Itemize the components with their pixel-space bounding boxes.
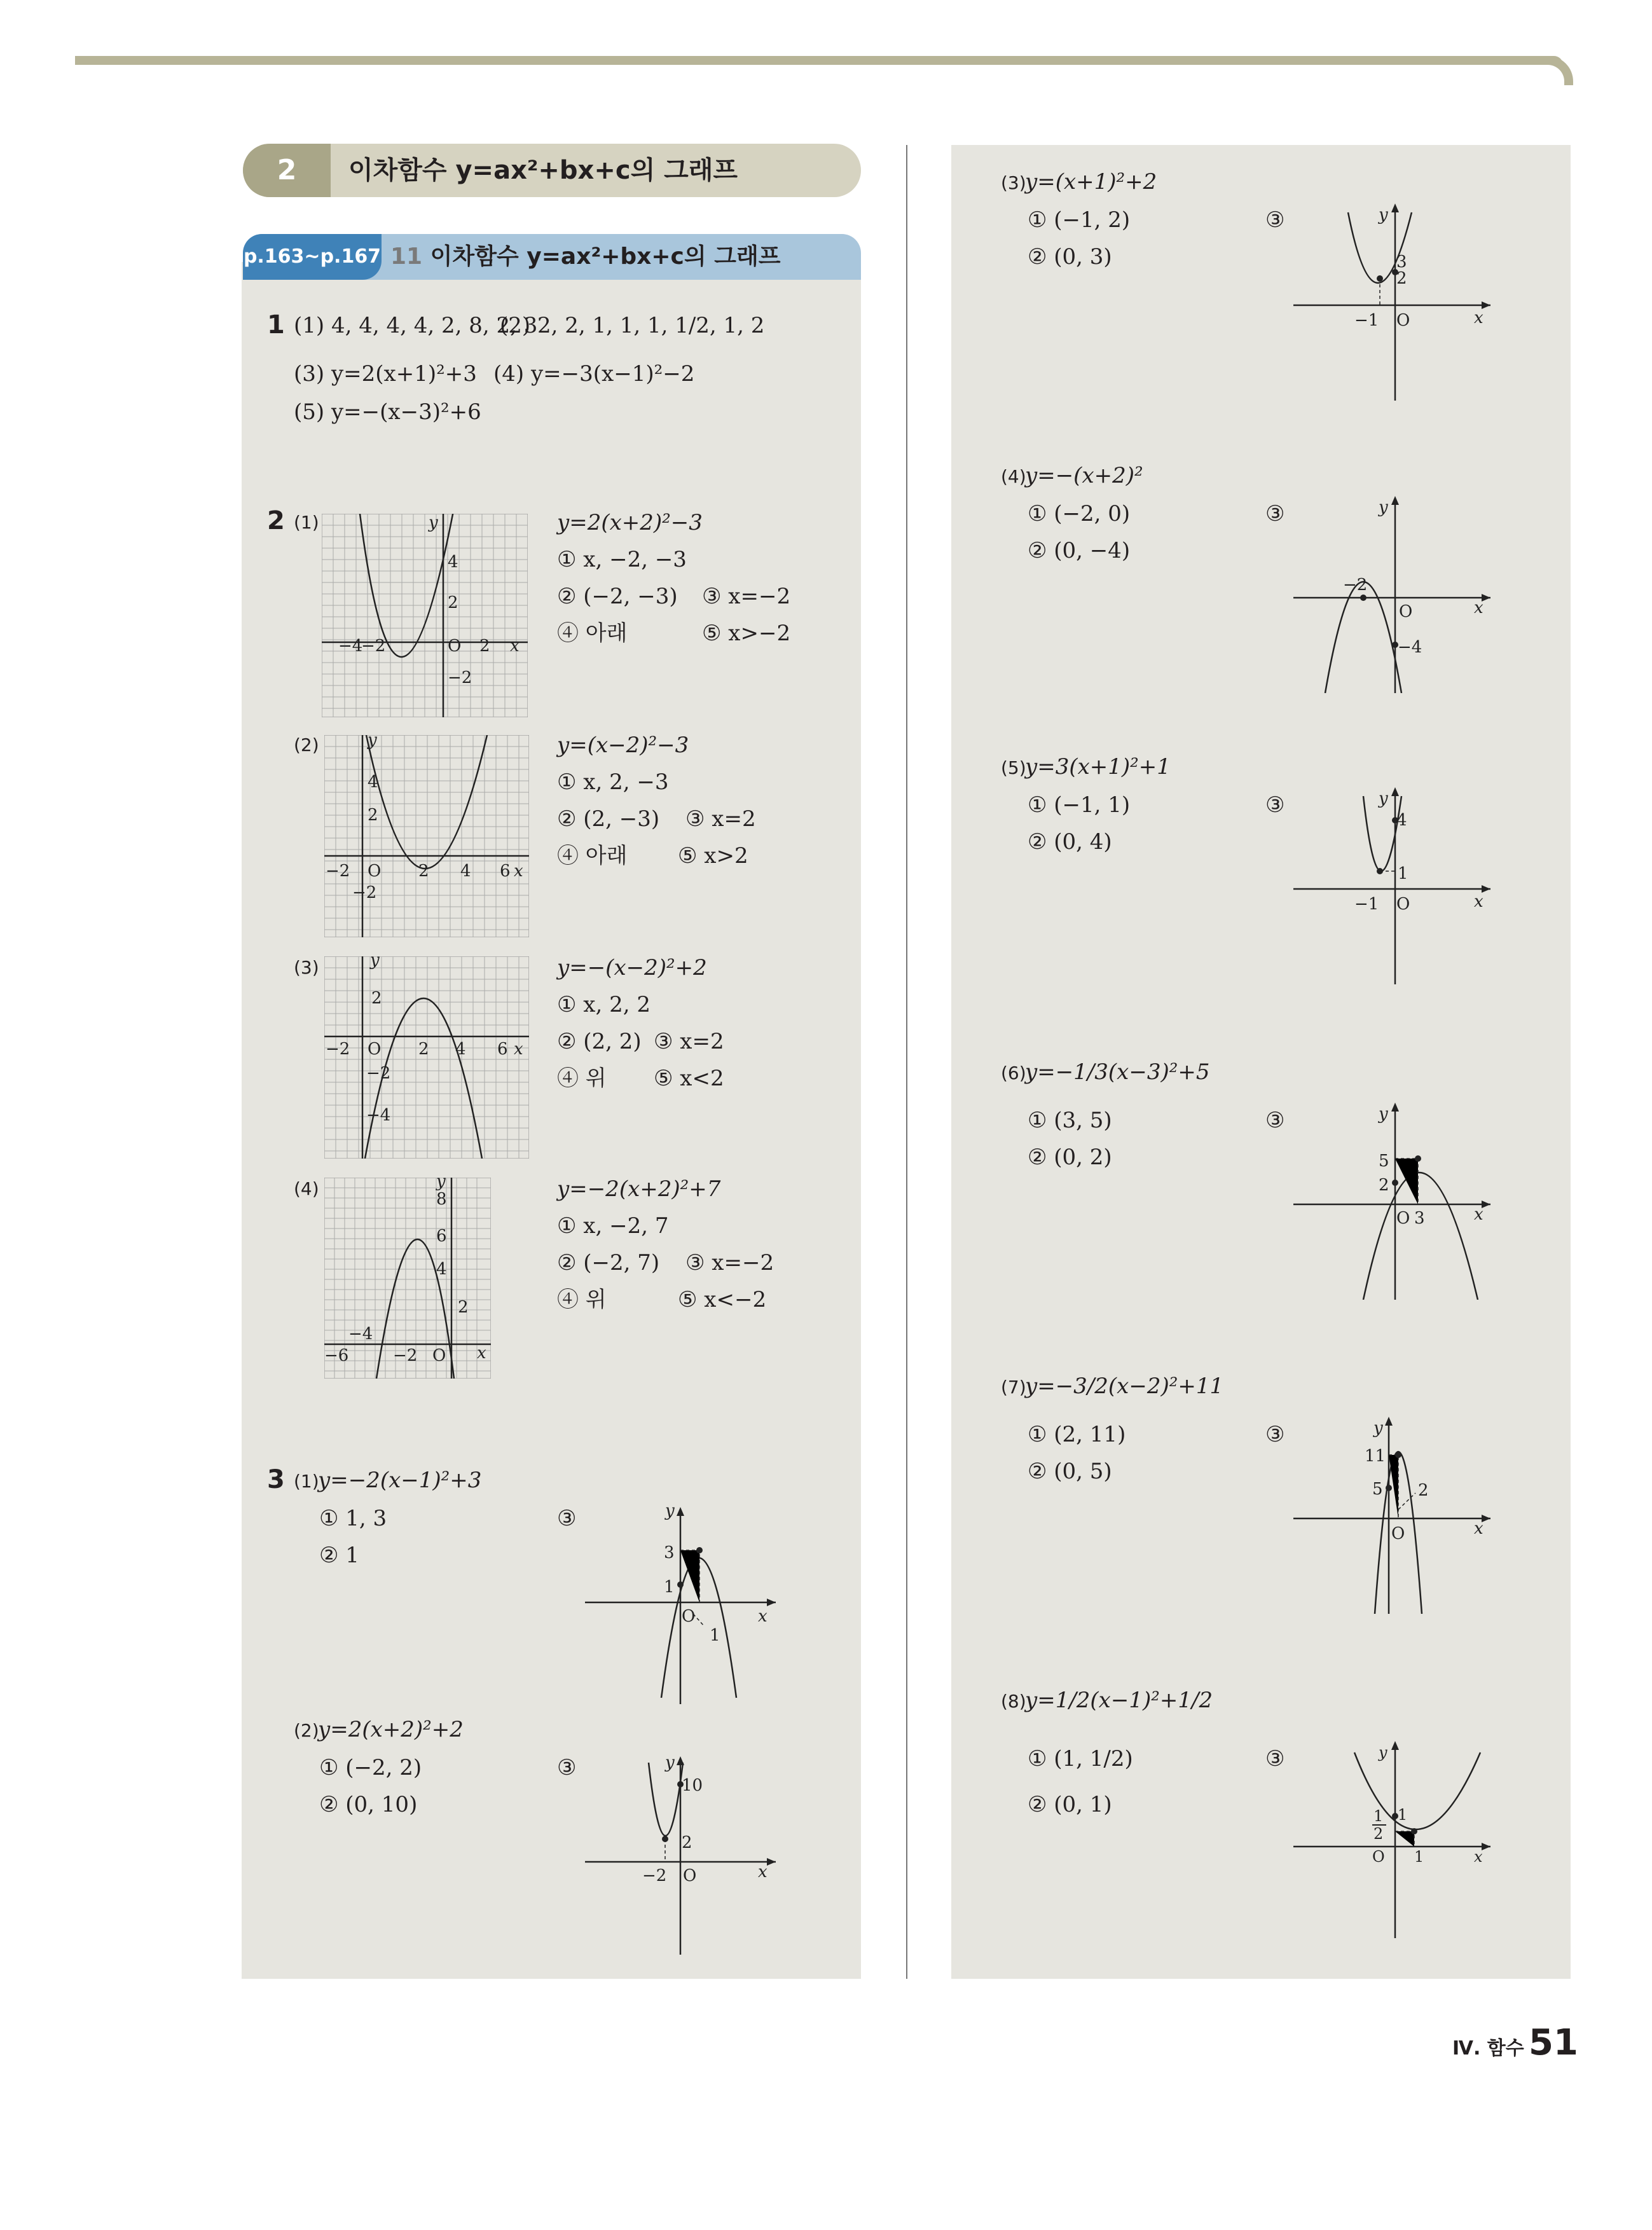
q2-4-answer-2: ② (−2, 7) — [557, 1250, 660, 1276]
q2-3-equation: y=−(x−2)²+2 — [557, 955, 707, 981]
svg-text:−2: −2 — [448, 668, 472, 687]
svg-text:x: x — [1474, 1848, 1483, 1866]
q3-7-equation: y=−3/2(x−2)²+11 — [1025, 1373, 1224, 1399]
svg-text:1: 1 — [1398, 864, 1408, 883]
svg-text:−4: −4 — [1398, 638, 1422, 657]
svg-text:4: 4 — [455, 1040, 466, 1059]
q2-1-answer-4: ④ 아래 — [557, 621, 628, 646]
svg-text:y: y — [1379, 1744, 1387, 1761]
svg-text:2: 2 — [682, 1833, 692, 1852]
svg-text:−1: −1 — [1354, 895, 1379, 914]
svg-text:2: 2 — [1418, 1481, 1429, 1500]
q3-7-answer-3: ③ — [1265, 1422, 1285, 1447]
q3-4-label: (4) — [1001, 466, 1026, 487]
q3-6-graph — [1293, 1103, 1497, 1300]
subsection-number: 11 — [390, 244, 423, 270]
q2-3-answer-5: ⑤ x<2 — [654, 1066, 724, 1091]
svg-text:2: 2 — [1373, 1825, 1384, 1843]
q3-5-equation: y=3(x+1)²+1 — [1025, 754, 1171, 780]
q2-3-label: (3) — [294, 957, 319, 978]
svg-text:1: 1 — [1414, 1848, 1424, 1866]
svg-text:y: y — [1373, 1419, 1383, 1438]
svg-text:x: x — [1474, 598, 1483, 617]
svg-text:−4: −4 — [366, 1106, 391, 1125]
q3-8-label: (8) — [1001, 1691, 1026, 1712]
svg-text:−4: −4 — [348, 1325, 373, 1344]
svg-text:1: 1 — [1373, 1807, 1384, 1825]
q3-8-answer-2: ② (0, 1) — [1028, 1792, 1112, 1817]
svg-text:O: O — [368, 1040, 382, 1059]
q2-3-answer-2: ② (2, 2) — [557, 1029, 642, 1054]
q3-6-answer-3: ③ — [1265, 1108, 1285, 1133]
svg-text:y: y — [1379, 1105, 1388, 1124]
svg-text:x: x — [1474, 1519, 1483, 1538]
svg-text:3: 3 — [664, 1543, 675, 1562]
svg-text:O: O — [1396, 895, 1410, 914]
q2-4-answer-5: ⑤ x<−2 — [678, 1287, 767, 1312]
q3-3-answer-3: ③ — [1265, 207, 1285, 233]
svg-text:8: 8 — [436, 1190, 447, 1209]
top-rule — [75, 56, 1563, 65]
q2-2-answer-4: ④ 아래 — [557, 843, 628, 869]
svg-text:2: 2 — [418, 862, 429, 881]
svg-text:10: 10 — [682, 1776, 703, 1795]
svg-text:x: x — [758, 1862, 767, 1882]
svg-text:2: 2 — [371, 989, 382, 1008]
q3-2-answer-2: ② (0, 10) — [319, 1792, 418, 1817]
q3-8-answer-3: ③ — [1265, 1746, 1285, 1772]
svg-text:−2: −2 — [326, 1040, 350, 1059]
q3-8-graph — [1293, 1741, 1497, 1938]
svg-text:O: O — [683, 1866, 697, 1885]
q3-7-answer-1: ① (2, 11) — [1028, 1422, 1126, 1447]
footer-chapter: Ⅳ. 함수 — [1452, 2037, 1524, 2060]
q2-4-answer-3: ③ x=−2 — [685, 1250, 774, 1276]
q2-2-answer-3: ③ x=2 — [685, 806, 756, 832]
svg-text:3: 3 — [1396, 252, 1407, 272]
q2-1-graph — [322, 514, 528, 717]
top-rule-corner — [1545, 56, 1573, 85]
q3-6-equation: y=−1/3(x−3)²+5 — [1025, 1059, 1210, 1085]
svg-text:O: O — [682, 1607, 696, 1626]
q2-3-answer-3: ③ x=2 — [654, 1029, 724, 1054]
svg-text:4: 4 — [448, 553, 458, 572]
svg-text:y: y — [436, 1178, 446, 1191]
svg-text:x: x — [1474, 1205, 1483, 1224]
q2-1-answer-2: ② (−2, −3) — [557, 584, 678, 609]
page-number: 51 — [1529, 2022, 1578, 2063]
q2-4-answer-1: ① x, −2, 7 — [557, 1213, 669, 1239]
q3-2-equation: y=2(x+2)²+2 — [318, 1717, 464, 1742]
svg-text:6: 6 — [497, 1040, 508, 1059]
svg-text:y: y — [1379, 498, 1388, 517]
svg-text:5: 5 — [1372, 1480, 1383, 1499]
q2-2-graph — [324, 735, 529, 937]
q3-4-answer-3: ③ — [1265, 501, 1285, 527]
q2-2-label: (2) — [294, 734, 319, 755]
q3-3-equation: y=(x+1)²+2 — [1025, 169, 1157, 195]
svg-text:2: 2 — [479, 637, 490, 656]
svg-text:−2: −2 — [393, 1346, 418, 1365]
svg-text:x: x — [514, 1040, 523, 1059]
question-2-number: 2 — [267, 506, 285, 535]
q2-1-label: (1) — [294, 512, 319, 533]
grid — [322, 514, 528, 717]
svg-text:x: x — [514, 862, 523, 881]
svg-text:−6: −6 — [324, 1346, 349, 1365]
svg-text:2: 2 — [448, 593, 458, 612]
q3-2-label: (2) — [294, 1720, 319, 1741]
q3-3-graph — [1293, 203, 1497, 401]
q2-1-answer-3: ③ x=−2 — [702, 584, 791, 609]
q1-line2b: (4) y=−3(x−1)²−2 — [493, 361, 695, 387]
q3-2-answer-1: ① (−2, 2) — [319, 1755, 422, 1780]
svg-text:11: 11 — [1365, 1447, 1386, 1466]
svg-text:−1: −1 — [1354, 311, 1379, 330]
q1-line2a: (3) y=2(x+1)²+3 — [294, 361, 477, 387]
svg-text:−2: −2 — [326, 862, 350, 881]
svg-text:O: O — [1372, 1848, 1385, 1866]
q3-5-answer-1: ① (−1, 1) — [1028, 792, 1131, 818]
svg-text:4: 4 — [436, 1260, 447, 1279]
q3-5-answer-3: ③ — [1265, 792, 1285, 818]
q3-3-answer-1: ① (−1, 2) — [1028, 207, 1131, 233]
q3-1-graph — [585, 1507, 782, 1704]
svg-text:1: 1 — [664, 1578, 675, 1597]
svg-text:y: y — [429, 514, 438, 532]
q3-8-equation: y=1/2(x−1)²+1/2 — [1025, 1688, 1213, 1713]
q2-4-graph — [324, 1178, 491, 1379]
q2-2-answer-1: ① x, 2, −3 — [557, 769, 669, 795]
q2-3-answer-4: ④ 위 — [557, 1066, 607, 1091]
q3-1-answer-3: ③ — [557, 1506, 577, 1531]
q2-4-label: (4) — [294, 1178, 319, 1199]
svg-text:O: O — [1396, 311, 1410, 330]
svg-text:O: O — [368, 862, 382, 881]
q3-6-answer-1: ① (3, 5) — [1028, 1108, 1112, 1133]
column-divider — [906, 145, 907, 1979]
svg-text:y: y — [665, 1507, 675, 1520]
q3-7-label: (7) — [1001, 1377, 1026, 1398]
q3-2-answer-3: ③ — [557, 1755, 577, 1780]
svg-text:y: y — [1379, 789, 1388, 808]
q1-line1a: (1) 4, 4, 4, 4, 2, 8, 2, 3 — [294, 313, 538, 338]
svg-text:2: 2 — [1396, 269, 1407, 288]
svg-text:6: 6 — [436, 1227, 447, 1246]
svg-text:2: 2 — [1379, 1176, 1389, 1195]
q1-line1b: (2) 2, 2, 1, 1, 1, 1/2, 1, 2 — [500, 313, 765, 338]
q2-2-equation: y=(x−2)²−3 — [557, 733, 689, 758]
svg-text:4: 4 — [460, 862, 471, 881]
q3-1-answer-2: ② 1 — [319, 1543, 359, 1568]
subsection-title — [390, 234, 781, 280]
svg-text:x: x — [510, 637, 520, 656]
svg-text:x: x — [758, 1607, 767, 1626]
q2-1-equation: y=2(x+2)²−3 — [557, 510, 703, 535]
question-1-number: 1 — [267, 310, 285, 340]
subsection-title-text: 이차함수 y=ax²+bx+c의 그래프 — [430, 244, 781, 270]
svg-text:y: y — [368, 735, 377, 750]
section-number: 2 — [243, 144, 331, 197]
q2-3-graph — [324, 956, 529, 1159]
q3-6-label: (6) — [1001, 1063, 1026, 1084]
section-title: 이차함수 y=ax²+bx+c의 그래프 — [348, 156, 738, 185]
svg-text:2: 2 — [458, 1298, 469, 1317]
svg-text:−2: −2 — [642, 1866, 667, 1885]
q3-4-graph — [1293, 496, 1497, 693]
svg-text:y: y — [665, 1756, 675, 1772]
svg-text:1: 1 — [710, 1626, 720, 1645]
q3-4-answer-1: ① (−2, 0) — [1028, 501, 1131, 527]
q3-1-answer-1: ① 1, 3 — [319, 1506, 387, 1531]
svg-text:x: x — [1474, 892, 1483, 911]
svg-text:3: 3 — [1414, 1209, 1425, 1228]
svg-text:O: O — [432, 1346, 446, 1365]
svg-text:y: y — [1379, 205, 1388, 224]
svg-text:O: O — [448, 637, 462, 656]
q2-1-answer-5: ⑤ x>−2 — [702, 621, 791, 646]
q3-3-label: (3) — [1001, 172, 1026, 193]
svg-text:O: O — [1396, 1209, 1410, 1228]
svg-text:x: x — [1474, 308, 1483, 327]
q1-line3: (5) y=−(x−3)²+6 — [294, 399, 481, 425]
svg-text:4: 4 — [1396, 811, 1407, 830]
svg-text:2: 2 — [418, 1040, 429, 1059]
q2-2-answer-5: ⑤ x>2 — [678, 843, 748, 869]
svg-text:O: O — [1399, 602, 1413, 621]
q3-5-label: (5) — [1001, 757, 1026, 778]
svg-text:y: y — [370, 956, 380, 970]
q3-2-graph — [585, 1756, 782, 1955]
svg-text:x: x — [477, 1344, 486, 1363]
svg-text:2: 2 — [368, 806, 378, 825]
q3-1-equation: y=−2(x−1)²+3 — [318, 1468, 482, 1493]
svg-text:−2: −2 — [352, 883, 377, 902]
q3-5-graph — [1293, 787, 1497, 984]
q3-7-answer-2: ② (0, 5) — [1028, 1459, 1112, 1484]
q3-1-label: (1) — [294, 1471, 319, 1492]
q2-3-answer-1: ① x, 2, 2 — [557, 992, 650, 1017]
q2-4-equation: y=−2(x+2)²+7 — [557, 1176, 721, 1202]
svg-text:−4: −4 — [338, 637, 363, 656]
q3-4-answer-2: ② (0, −4) — [1028, 538, 1131, 563]
svg-text:−2: −2 — [361, 637, 386, 656]
q3-7-graph — [1293, 1417, 1497, 1614]
q3-5-answer-2: ② (0, 4) — [1028, 829, 1112, 855]
q2-4-answer-4: ④ 위 — [557, 1287, 607, 1312]
q3-3-answer-2: ② (0, 3) — [1028, 244, 1112, 270]
svg-text:−2: −2 — [1343, 575, 1368, 595]
q3-8-answer-1: ① (1, 1/2) — [1028, 1746, 1133, 1772]
svg-text:O: O — [1391, 1524, 1405, 1543]
q2-1-answer-1: ① x, −2, −3 — [557, 547, 687, 572]
svg-text:5: 5 — [1379, 1152, 1389, 1171]
svg-text:−2: −2 — [366, 1064, 391, 1083]
subsection-pages: p.163~p.167 — [243, 234, 382, 280]
svg-text:6: 6 — [500, 862, 511, 881]
q3-6-answer-2: ② (0, 2) — [1028, 1145, 1112, 1170]
q2-2-answer-2: ② (2, −3) — [557, 806, 660, 832]
q3-4-equation: y=−(x+2)² — [1025, 463, 1143, 488]
svg-text:4: 4 — [368, 773, 378, 792]
svg-text:1: 1 — [1398, 1806, 1408, 1824]
question-3-number: 3 — [267, 1465, 285, 1494]
